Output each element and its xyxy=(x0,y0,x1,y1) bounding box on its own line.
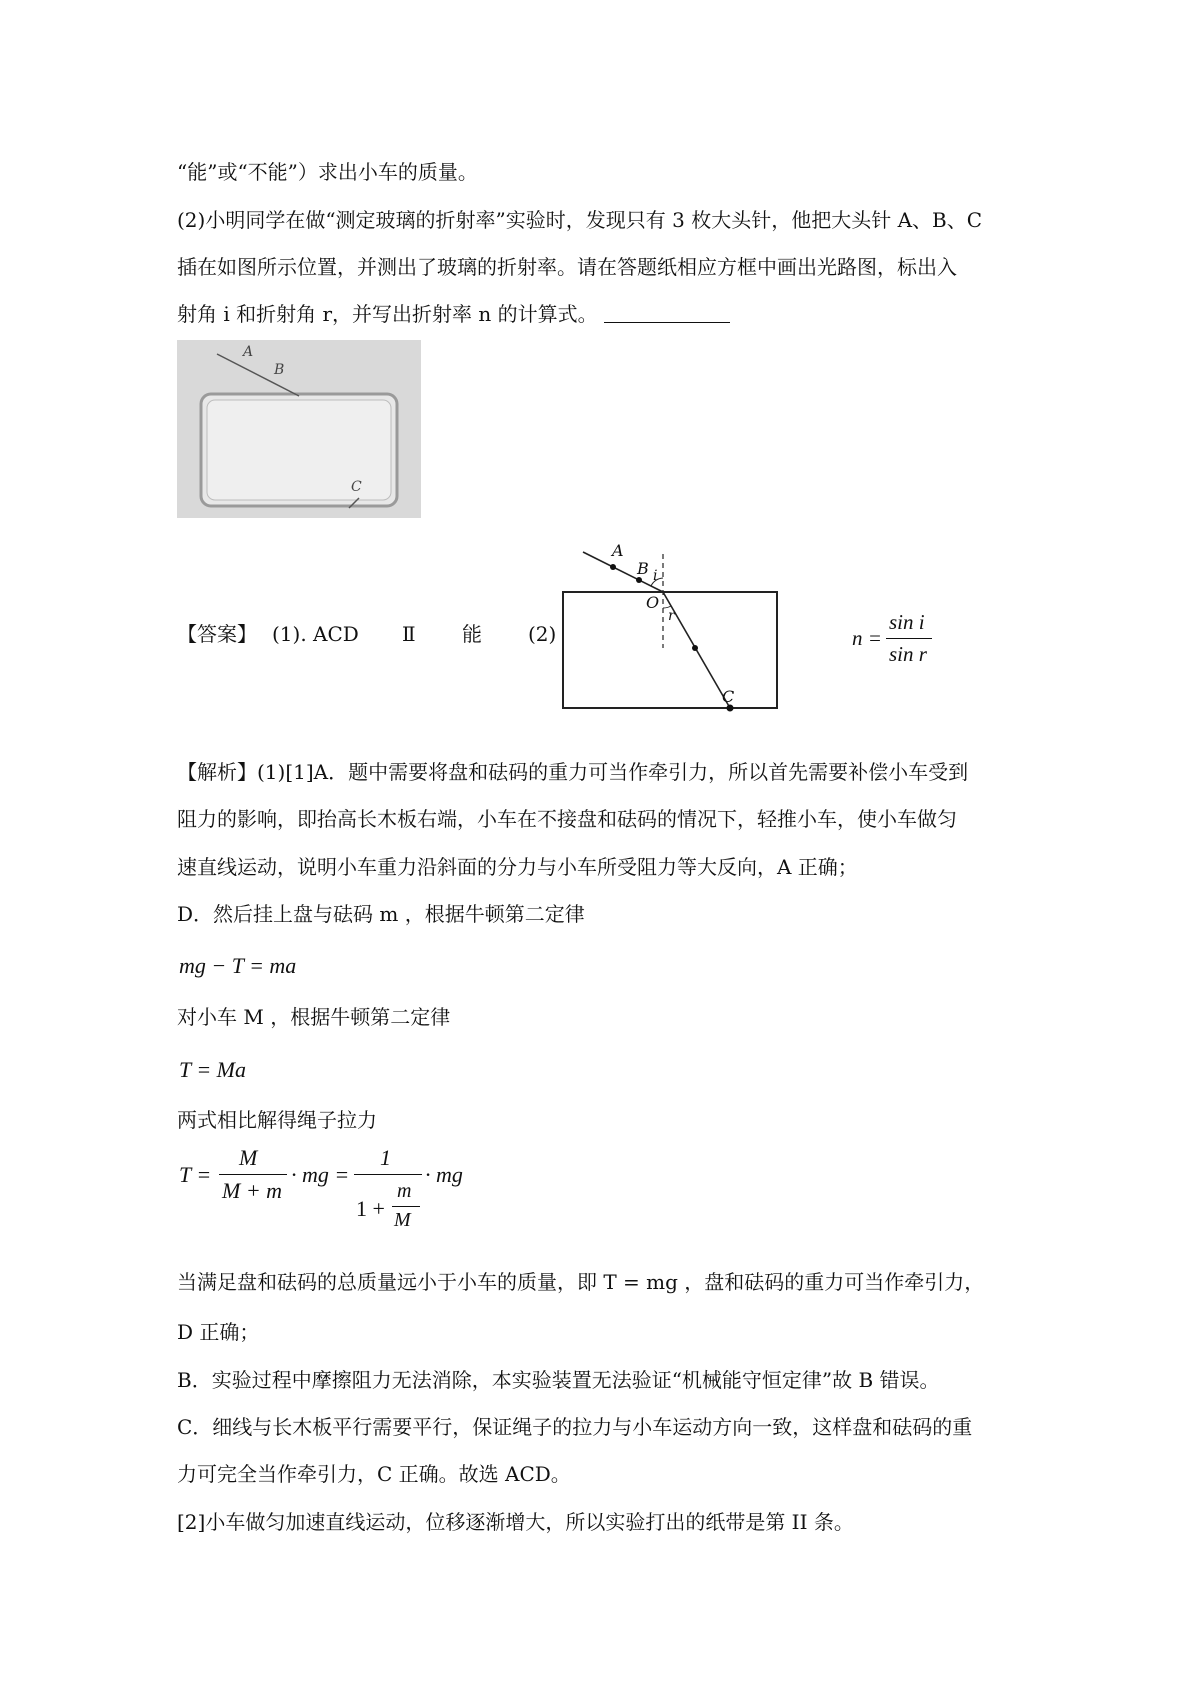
text-line-4 xyxy=(177,302,730,326)
analysis-line-9: B．实验过程中摩擦阻力无法消除，本实验装置无法验证“机械能守恒定律”故 B 错误。 xyxy=(177,1368,940,1392)
diagram-label-r: r xyxy=(668,608,675,624)
analysis-line-7: 当满足盘和砝码的总质量远小于小车的质量，即 T = mg ，盘和砝码的重力可当作牵引力， xyxy=(177,1270,985,1294)
diagram-label-B: B xyxy=(637,559,649,578)
equation-2: T = Ma xyxy=(179,1057,247,1082)
t-lhs: T = xyxy=(179,1162,212,1187)
f1-numerator: M xyxy=(239,1145,258,1170)
text-line-4-content: 射角 i 和折射角 r，并写出折射率 n 的计算式。 xyxy=(177,302,598,326)
analysis-line-2: 阻力的影响，即抬高长木板右端，小车在不接盘和砝码的情况下，轻推小车，使小车做匀 xyxy=(177,807,957,831)
n-denominator: sin r xyxy=(889,642,927,666)
photo-label-C: C xyxy=(351,479,362,495)
photo-label-B: B xyxy=(274,362,285,378)
photo-label-A: A xyxy=(243,344,254,360)
analysis-line-1: 【解析】(1)[1]A．题中需要将盘和砝码的重力可当作牵引力，所以首先需要补偿小车受到 xyxy=(177,760,969,784)
light-path-diagram xyxy=(555,532,795,722)
analysis-line-6: 两式相比解得绳子拉力 xyxy=(177,1108,377,1132)
f1-denominator: M + m xyxy=(222,1178,283,1203)
f2-numerator: 1 xyxy=(380,1145,391,1170)
answer-label: 【答案】 xyxy=(177,622,257,646)
analysis-line-12: [2]小车做匀加速直线运动，位移逐渐增大，所以实验打出的纸带是第 II 条。 xyxy=(177,1510,854,1534)
answer-part-roman: Ⅱ xyxy=(402,622,416,646)
text-line-1: “能”或“不能”）求出小车的质量。 xyxy=(177,160,478,184)
analysis-line-4: D．然后挂上盘与砝码 m ，根据牛顿第二定律 xyxy=(177,902,585,926)
text-line-2: (2)小明同学在做“测定玻璃的折射率”实验时，发现只有 3 枚大头针，他把大头针 A、B、C xyxy=(177,208,983,232)
answer-part-2: (2) xyxy=(528,622,557,646)
dot-mg-1: · mg = xyxy=(291,1162,350,1187)
diagram-label-O: O xyxy=(646,593,660,612)
analysis-line-5: 对小车 M ，根据牛顿第二定律 xyxy=(177,1005,451,1029)
f1-bar xyxy=(219,1174,287,1175)
f2-den-num: m xyxy=(397,1180,412,1202)
analysis-line-3: 速直线运动，说明小车重力沿斜面的分力与小车所受阻力等大反向，A 正确； xyxy=(177,855,858,879)
equation-1: mg − T = ma xyxy=(179,953,297,978)
diagram-label-C: C xyxy=(722,687,735,706)
analysis-line-11: 力可完全当作牵引力，C 正确。故选 ACD。 xyxy=(177,1462,571,1486)
glass-block-photo xyxy=(177,340,421,518)
analysis-line-10: C．细线与长木板平行需要平行，保证绳子的拉力与小车运动方向一致，这样盘和砝码的重 xyxy=(177,1415,973,1439)
answer-part-can: 能 xyxy=(462,622,482,646)
answer-blank xyxy=(604,304,730,323)
n-numerator: sin i xyxy=(889,610,925,634)
analysis-line-8: D 正确； xyxy=(177,1320,260,1344)
n-fraction-bar xyxy=(886,638,932,639)
answer-part-1: (1). ACD xyxy=(272,622,359,646)
f2-den-bar xyxy=(392,1206,420,1207)
n-lhs: n = xyxy=(852,626,882,650)
f2-den-a: 1 + xyxy=(356,1196,385,1221)
f2-den-den: M xyxy=(394,1209,411,1231)
diagram-label-A: A xyxy=(612,541,624,560)
dot-mg-2: · mg xyxy=(425,1162,463,1187)
diagram-label-i: i xyxy=(653,568,658,584)
f2-bar xyxy=(354,1174,422,1175)
text-line-3: 插在如图所示位置，并测出了玻璃的折射率。请在答题纸相应方框中画出光路图，标出入 xyxy=(177,255,957,279)
